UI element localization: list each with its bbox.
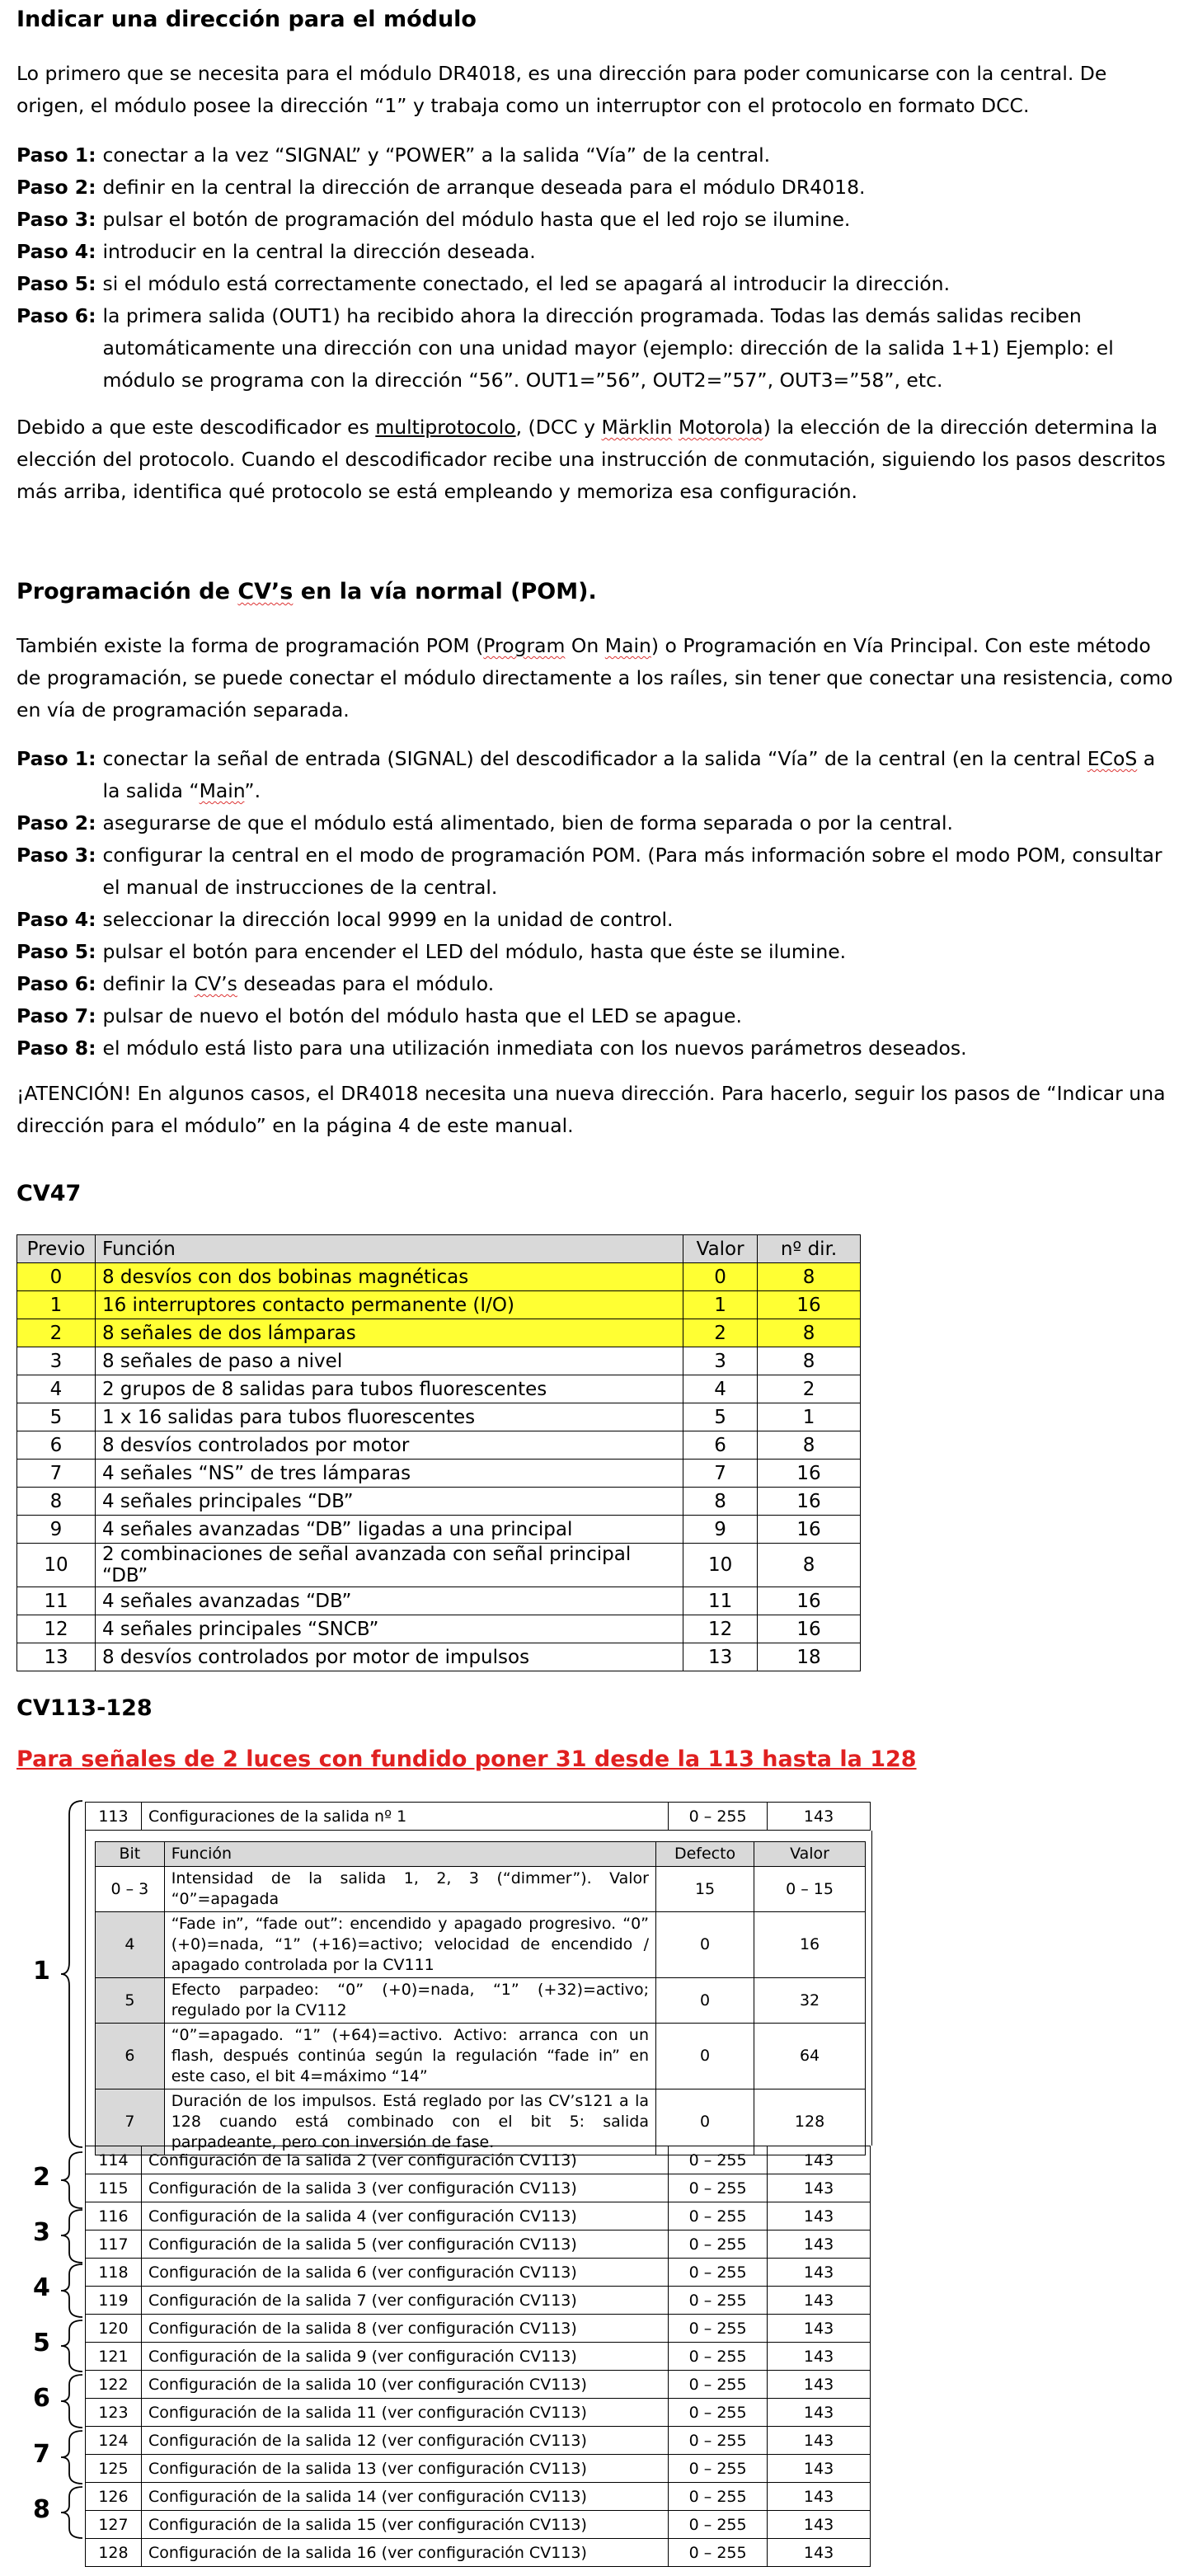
cv-range: 0 – 255 xyxy=(669,2511,768,2539)
cv-range: 0 – 255 xyxy=(669,2343,768,2371)
attention-note: ¡ATENCIÓN! En algunos casos, el DR4018 necesita una nueva dirección. Para hacerlo, seguir los pasos de “Indicar una dirección para el módulo” en la página 4 de este manual. xyxy=(16,1082,1166,1137)
funcion-cell: 8 desvíos con dos bobinas magnéticas xyxy=(95,1263,683,1291)
step-item xyxy=(16,904,1175,936)
previo-cell: 11 xyxy=(17,1587,96,1615)
cv47-table xyxy=(16,1234,861,1671)
step-item xyxy=(16,1000,1175,1032)
cv-value: 143 xyxy=(768,2455,871,2483)
table-row xyxy=(86,2259,871,2287)
cv113-note: Para señales de 2 luces con fundido poner 31 desde la 113 hasta la 128 xyxy=(16,1746,917,1772)
value-cell: 128 xyxy=(754,2089,866,2155)
cv-range: 0 – 255 xyxy=(669,2202,768,2230)
main-term: Main xyxy=(199,779,245,802)
table-row xyxy=(86,2287,871,2315)
step-label: Paso 6: xyxy=(16,972,96,995)
valor-cell: 5 xyxy=(683,1403,758,1431)
text-run: También existe la forma de programación POM ( xyxy=(16,634,484,657)
group-number: 5 xyxy=(33,2329,50,2357)
cv-number: 119 xyxy=(86,2287,142,2315)
funcion-cell: 2 grupos de 8 salidas para tubos fluorescentes xyxy=(95,1375,683,1403)
table-row xyxy=(86,2230,871,2259)
step-label: Paso 3: xyxy=(16,208,96,231)
cv-description: Configuración de la salida 16 (ver configuración CV113) xyxy=(141,2539,668,2567)
table-row xyxy=(17,1431,861,1460)
valor-cell: 11 xyxy=(683,1587,758,1615)
cv-number: 116 xyxy=(86,2202,142,2230)
cv-description: Configuración de la salida 6 (ver configuración CV113) xyxy=(141,2259,668,2287)
funcion-cell: 4 señales avanzadas “DB” xyxy=(95,1587,683,1615)
valor-cell: 2 xyxy=(683,1319,758,1347)
value-cell: 32 xyxy=(754,1978,866,2024)
column-header: Bit xyxy=(96,1842,165,1867)
step-text: si el módulo está correctamente conectado, el led se apagará al introducir la dirección. xyxy=(102,272,951,295)
cv-description: Configuración de la salida 13 (ver configuración CV113) xyxy=(141,2455,668,2483)
cv-number: 118 xyxy=(86,2259,142,2287)
group-number: 3 xyxy=(33,2218,50,2247)
cv-number: 123 xyxy=(86,2399,142,2427)
table-row xyxy=(96,1978,866,2024)
cv-number: 127 xyxy=(86,2511,142,2539)
cv-description: Configuración de la salida 7 (ver configuración CV113) xyxy=(141,2287,668,2315)
value-cell: 0 – 15 xyxy=(754,1867,866,1912)
group-number: 1 xyxy=(33,1957,50,1986)
text-run: Debido a que este descodificador es xyxy=(16,416,376,439)
default-cell: 0 xyxy=(656,2024,754,2089)
cv114-128-table xyxy=(85,2146,871,2567)
funcion-cell: 4 señales principales “DB” xyxy=(95,1488,683,1516)
bit-cell: 4 xyxy=(96,1912,165,1978)
funcion-cell: 4 señales “NS” de tres lámparas xyxy=(95,1460,683,1488)
cv-range: 0 – 255 xyxy=(669,1803,768,1831)
cv-range: 0 – 255 xyxy=(669,2455,768,2483)
step-label: Paso 7: xyxy=(16,1004,96,1027)
valor-cell: 8 xyxy=(683,1488,758,1516)
ecos-term: ECoS xyxy=(1087,747,1138,770)
brace-8 xyxy=(61,2487,82,2538)
section1-intro: Lo primero que se necesita para el módulo DR4018, es una dirección para poder comunicarse con la central. De origen, el módulo posee la dirección “1” y trabaja como un interruptor con el protocolo en formato DCC. xyxy=(16,62,1107,117)
dir-cell: 16 xyxy=(758,1587,861,1615)
multiprotocolo-term: multiprotocolo xyxy=(375,416,516,439)
cv-range: 0 – 255 xyxy=(669,2483,768,2511)
step-label: Paso 5: xyxy=(16,940,96,963)
group-number: 6 xyxy=(33,2384,50,2413)
cv-value: 143 xyxy=(768,2315,871,2343)
brace-1 xyxy=(61,1801,82,2147)
cv-description: Configuración de la salida 3 (ver configuración CV113) xyxy=(141,2174,668,2202)
cv-range: 0 – 255 xyxy=(669,2427,768,2455)
dir-cell: 8 xyxy=(758,1544,861,1587)
table-row xyxy=(96,2024,866,2089)
table-row xyxy=(17,1403,861,1431)
step-item xyxy=(16,743,1175,807)
step-text: la primera salida (OUT1) ha recibido ahora la dirección programada. Todas las demás salidas reciben automáticamente una dirección con una unidad mayor (ejemplo: dirección de la salida 1+1) Ejemplo: el módulo se programa con la dirección “56”. OUT1=”56”, OUT2=”57”, OUT3=”58”, etc. xyxy=(102,304,1114,392)
cv-value: 143 xyxy=(768,1803,871,1831)
bit-function-cell: Duración de los impulsos. Está reglado por las CV’s121 a la 128 cuando está combinado con el bit 5: salida parpadeante, pero con inversión de fase. xyxy=(164,2089,655,2155)
dir-cell: 16 xyxy=(758,1516,861,1544)
funcion-cell: 8 señales de paso a nivel xyxy=(95,1347,683,1375)
step-item xyxy=(16,300,1175,397)
cv-range: 0 – 255 xyxy=(669,2315,768,2343)
step-text: el módulo está listo para una utilización inmediata con los nuevos parámetros deseados. xyxy=(102,1037,967,1060)
brace-7 xyxy=(61,2431,82,2484)
step-text: conectar a la vez “SIGNAL” y “POWER” a la salida “Vía” de la central. xyxy=(102,143,771,167)
dir-cell: 8 xyxy=(758,1319,861,1347)
table-row xyxy=(17,1615,861,1643)
text-run: deseadas para el módulo. xyxy=(237,972,495,995)
step-text: asegurarse de que el módulo está alimentado, bien de forma separada o por la central. xyxy=(102,811,954,834)
bit-cell: 0 – 3 xyxy=(96,1867,165,1912)
funcion-cell: 2 combinaciones de señal avanzada con señal principal “DB” xyxy=(95,1544,683,1587)
dir-cell: 2 xyxy=(758,1375,861,1403)
dir-cell: 16 xyxy=(758,1488,861,1516)
bit-function-cell: Efecto parpadeo: “0” (+0)=nada, “1” (+32)=activo; regulado por la CV112 xyxy=(164,1978,655,2024)
step-text: seleccionar la dirección local 9999 en la unidad de control. xyxy=(102,908,674,931)
step-label: Paso 2: xyxy=(16,811,96,834)
step-text: pulsar el botón de programación del módulo hasta que el led rojo se ilumine. xyxy=(102,208,851,231)
bit-cell: 5 xyxy=(96,1978,165,2024)
dir-cell: 8 xyxy=(758,1263,861,1291)
cv-number: 120 xyxy=(86,2315,142,2343)
cv-number: 115 xyxy=(86,2174,142,2202)
default-cell: 0 xyxy=(656,2089,754,2155)
section1-title: Indicar una dirección para el módulo xyxy=(16,7,477,32)
group-number: 8 xyxy=(33,2495,50,2524)
valor-cell: 9 xyxy=(683,1516,758,1544)
brace-4 xyxy=(61,2264,82,2317)
cv-number: 122 xyxy=(86,2371,142,2399)
step-label: Paso 1: xyxy=(16,143,96,167)
section1-steps xyxy=(16,139,1175,397)
table-row xyxy=(17,1544,861,1587)
text-run: definir la xyxy=(102,972,195,995)
motorola-term: Motorola xyxy=(678,416,763,439)
brace-6 xyxy=(61,2375,82,2428)
cv-range: 0 – 255 xyxy=(669,2399,768,2427)
previo-cell: 13 xyxy=(17,1643,96,1671)
default-cell: 0 xyxy=(656,1912,754,1978)
table-row xyxy=(86,2539,871,2567)
dir-cell: 8 xyxy=(758,1347,861,1375)
funcion-cell: 4 señales principales “SNCB” xyxy=(95,1615,683,1643)
valor-cell: 4 xyxy=(683,1375,758,1403)
cv-description: Configuración de la salida 8 (ver configuración CV113) xyxy=(141,2315,668,2343)
step-label: Paso 8: xyxy=(16,1037,96,1060)
table-row xyxy=(17,1488,861,1516)
table-row xyxy=(17,1643,861,1671)
cv-value: 143 xyxy=(768,2511,871,2539)
cv-description: Configuración de la salida 9 (ver configuración CV113) xyxy=(141,2343,668,2371)
bit-function-cell: “Fade in”, “fade out”: encendido y apagado progresivo. “0” (+0)=nada, “1” (+16)=activo; velocidad de encendido / apagado controlada por la CV111 xyxy=(164,1912,655,1978)
funcion-cell: 4 señales avanzadas “DB” ligadas a una principal xyxy=(95,1516,683,1544)
bit-cell: 6 xyxy=(96,2024,165,2089)
column-header: Valor xyxy=(683,1235,758,1263)
valor-cell: 7 xyxy=(683,1460,758,1488)
cv-value: 143 xyxy=(768,2371,871,2399)
table-row xyxy=(17,1587,861,1615)
table-header-row xyxy=(17,1235,861,1263)
cv-description: Configuración de la salida 5 (ver configuración CV113) xyxy=(141,2230,668,2259)
table-header-row xyxy=(96,1842,866,1867)
column-header: Función xyxy=(95,1235,683,1263)
cv-description: Configuración de la salida 11 (ver configuración CV113) xyxy=(141,2399,668,2427)
previo-cell: 5 xyxy=(17,1403,96,1431)
column-header: Función xyxy=(164,1842,655,1867)
step-item xyxy=(16,968,1175,1000)
valor-cell: 3 xyxy=(683,1347,758,1375)
dir-cell: 1 xyxy=(758,1403,861,1431)
section2-title xyxy=(16,579,597,604)
column-header: Valor xyxy=(754,1842,866,1867)
bit-function-cell: Intensidad de la salida 1, 2, 3 (“dimmer”). Valor “0”=apagada xyxy=(164,1867,655,1912)
valor-cell: 12 xyxy=(683,1615,758,1643)
step-label: Paso 3: xyxy=(16,844,96,867)
table-row xyxy=(86,2483,871,2511)
step-item xyxy=(16,936,1175,968)
brace-3 xyxy=(61,2210,82,2263)
dir-cell: 18 xyxy=(758,1643,861,1671)
dir-cell: 16 xyxy=(758,1291,861,1319)
cvs-term: CV’s xyxy=(194,972,237,995)
text-run: , (DCC y xyxy=(515,416,602,439)
step-label: Paso 6: xyxy=(16,304,96,327)
cv-range: 0 – 255 xyxy=(669,2287,768,2315)
table-row xyxy=(86,2315,871,2343)
valor-cell: 6 xyxy=(683,1431,758,1460)
text-run: ”. xyxy=(244,779,261,802)
cv-range: 0 – 255 xyxy=(669,2230,768,2259)
table-row xyxy=(86,2511,871,2539)
cv-number: 114 xyxy=(86,2146,142,2174)
step-text: pulsar el botón para encender el LED del módulo, hasta que éste se ilumine. xyxy=(102,940,847,963)
cv-value: 143 xyxy=(768,2343,871,2371)
cv-value: 143 xyxy=(768,2174,871,2202)
cv-number: 128 xyxy=(86,2539,142,2567)
table-row xyxy=(17,1319,861,1347)
dir-cell: 16 xyxy=(758,1460,861,1488)
table-row xyxy=(86,2427,871,2455)
text-run: ) la elección de la dirección determina la elección del protocolo. Cuando el descodificador recibe una instrucción de conmutación, siguiendo los pasos descritos más arriba, identifica qué protocolo se está empleando y memoriza esa configuración. xyxy=(16,416,1166,503)
previo-cell: 3 xyxy=(17,1347,96,1375)
step-label: Paso 4: xyxy=(16,240,96,263)
cv-number: 126 xyxy=(86,2483,142,2511)
cv-range: 0 – 255 xyxy=(669,2371,768,2399)
step-label: Paso 4: xyxy=(16,908,96,931)
cv-value: 143 xyxy=(768,2427,871,2455)
value-cell: 64 xyxy=(754,2024,866,2089)
table-row xyxy=(17,1291,861,1319)
step-item xyxy=(16,839,1175,904)
cv-value: 143 xyxy=(768,2483,871,2511)
step-label: Paso 1: xyxy=(16,747,96,770)
cv-value: 143 xyxy=(768,2202,871,2230)
section2-intro xyxy=(16,630,1175,726)
table-row xyxy=(96,1912,866,1978)
dir-cell: 8 xyxy=(758,1431,861,1460)
group-number: 7 xyxy=(33,2440,50,2469)
cv113-bits-table xyxy=(95,1841,866,2155)
cv-description: Configuración de la salida 15 (ver configuración CV113) xyxy=(141,2511,668,2539)
previo-cell: 10 xyxy=(17,1544,96,1587)
cv-description: Configuración de la salida 4 (ver configuración CV113) xyxy=(141,2202,668,2230)
table-row xyxy=(17,1460,861,1488)
step-item xyxy=(16,204,1175,236)
column-header: Defecto xyxy=(656,1842,754,1867)
brace-2 xyxy=(61,2152,82,2208)
text-run xyxy=(672,416,678,439)
text-run: Programación de xyxy=(16,579,238,604)
brace-5 xyxy=(61,2320,82,2372)
bit-function-cell: “0”=apagado. “1” (+64)=activo. Activo: arranca con un flash, después continúa según la regulación “fade in” en este caso, el bit 4=máximo “14” xyxy=(164,2024,655,2089)
funcion-cell: 8 señales de dos lámparas xyxy=(95,1319,683,1347)
cv-value: 143 xyxy=(768,2287,871,2315)
funcion-cell: 16 interruptores contacto permanente (I/O) xyxy=(95,1291,683,1319)
step-text: introducir en la central la dirección deseada. xyxy=(102,240,536,263)
funcion-cell: 8 desvíos controlados por motor de impulsos xyxy=(95,1643,683,1671)
funcion-cell: 8 desvíos controlados por motor xyxy=(95,1431,683,1460)
cv-value: 143 xyxy=(768,2399,871,2427)
cv-value: 143 xyxy=(768,2259,871,2287)
table-row xyxy=(17,1263,861,1291)
text-run: en la vía normal (POM). xyxy=(293,579,597,604)
step-text: pulsar de nuevo el botón del módulo hasta que el LED se apague. xyxy=(102,1004,742,1027)
cvs-term: CV’s xyxy=(237,579,294,604)
cv-range: 0 – 255 xyxy=(669,2174,768,2202)
step-label: Paso 2: xyxy=(16,176,96,199)
column-header: Previo xyxy=(17,1235,96,1263)
dir-cell: 16 xyxy=(758,1615,861,1643)
section1-protocol-paragraph xyxy=(16,411,1175,508)
program-term: Program xyxy=(483,634,566,657)
text-run: a la salida “ xyxy=(102,747,1156,802)
funcion-cell: 1 x 16 salidas para tubos fluorescentes xyxy=(95,1403,683,1431)
table-row xyxy=(17,1516,861,1544)
cv-range: 0 – 255 xyxy=(669,2539,768,2567)
step-label: Paso 5: xyxy=(16,272,96,295)
group-number: 2 xyxy=(33,2163,50,2192)
column-header: nº dir. xyxy=(758,1235,861,1263)
marklin-term: Märklin xyxy=(601,416,673,439)
previo-cell: 12 xyxy=(17,1615,96,1643)
cv-number: 117 xyxy=(86,2230,142,2259)
cv47-title: CV47 xyxy=(16,1181,82,1206)
cv-range: 0 – 255 xyxy=(669,2146,768,2174)
cv-number: 125 xyxy=(86,2455,142,2483)
cv-description: Configuración de la salida 14 (ver configuración CV113) xyxy=(141,2483,668,2511)
table-row xyxy=(86,2146,871,2174)
previo-cell: 1 xyxy=(17,1291,96,1319)
default-cell: 15 xyxy=(656,1867,754,1912)
cv-number: 113 xyxy=(86,1803,142,1831)
cv113-row-table xyxy=(85,1802,871,1831)
main-term: Main xyxy=(604,634,651,657)
previo-cell: 4 xyxy=(17,1375,96,1403)
previo-cell: 8 xyxy=(17,1488,96,1516)
previo-cell: 7 xyxy=(17,1460,96,1488)
step-text: definir en la central la dirección de arranque deseada para el módulo DR4018. xyxy=(102,176,866,199)
cv-number: 121 xyxy=(86,2343,142,2371)
default-cell: 0 xyxy=(656,1978,754,2024)
table-row xyxy=(86,2343,871,2371)
text-run: On xyxy=(565,634,605,657)
text-run: ) o Programación en Vía Principal. Con este método de programación, se puede conectar el módulo directamente a los raíles, sin tener que conectar una resistencia, como en vía de programación separada. xyxy=(16,634,1173,722)
bit-cell: 7 xyxy=(96,2089,165,2155)
previo-cell: 6 xyxy=(17,1431,96,1460)
section2-steps xyxy=(16,743,1175,1065)
step-item xyxy=(16,139,1175,172)
step-item xyxy=(16,172,1175,204)
cv-range: 0 – 255 xyxy=(669,2259,768,2287)
cv-value: 143 xyxy=(768,2539,871,2567)
step-item xyxy=(16,1032,1175,1065)
cv-description: Configuración de la salida 2 (ver configuración CV113) xyxy=(141,2146,668,2174)
step-item xyxy=(16,236,1175,268)
cv-description: Configuración de la salida 10 (ver configuración CV113) xyxy=(141,2371,668,2399)
table-row xyxy=(17,1347,861,1375)
table-row xyxy=(86,2174,871,2202)
table-row xyxy=(86,2455,871,2483)
valor-cell: 13 xyxy=(683,1643,758,1671)
table-row xyxy=(86,1803,871,1831)
step-text xyxy=(96,968,495,1000)
cv-number: 124 xyxy=(86,2427,142,2455)
previo-cell: 9 xyxy=(17,1516,96,1544)
valor-cell: 10 xyxy=(683,1544,758,1587)
table-row xyxy=(86,2399,871,2427)
table-row xyxy=(86,2202,871,2230)
table-row xyxy=(86,2371,871,2399)
previo-cell: 2 xyxy=(17,1319,96,1347)
step-text: configurar la central en el modo de programación POM. (Para más información sobre el modo POM, consultar el manual de instrucciones de la central. xyxy=(102,844,1162,899)
step-text xyxy=(96,743,1175,807)
text-run: conectar la señal de entrada (SIGNAL) del descodificador a la salida “Vía” de la central (en la central xyxy=(102,747,1087,770)
step-item xyxy=(16,807,1175,839)
table-row xyxy=(96,1867,866,1912)
cv-value: 143 xyxy=(768,2230,871,2259)
step-item xyxy=(16,268,1175,300)
cv-description: Configuración de la salida 12 (ver configuración CV113) xyxy=(141,2427,668,2455)
previo-cell: 0 xyxy=(17,1263,96,1291)
cv-description: Configuraciones de la salida nº 1 xyxy=(141,1803,668,1831)
valor-cell: 0 xyxy=(683,1263,758,1291)
value-cell: 16 xyxy=(754,1912,866,1978)
table-row xyxy=(17,1375,861,1403)
valor-cell: 1 xyxy=(683,1291,758,1319)
cv-value: 143 xyxy=(768,2146,871,2174)
group-number: 4 xyxy=(33,2273,50,2302)
cv113-title: CV113-128 xyxy=(16,1695,153,1721)
